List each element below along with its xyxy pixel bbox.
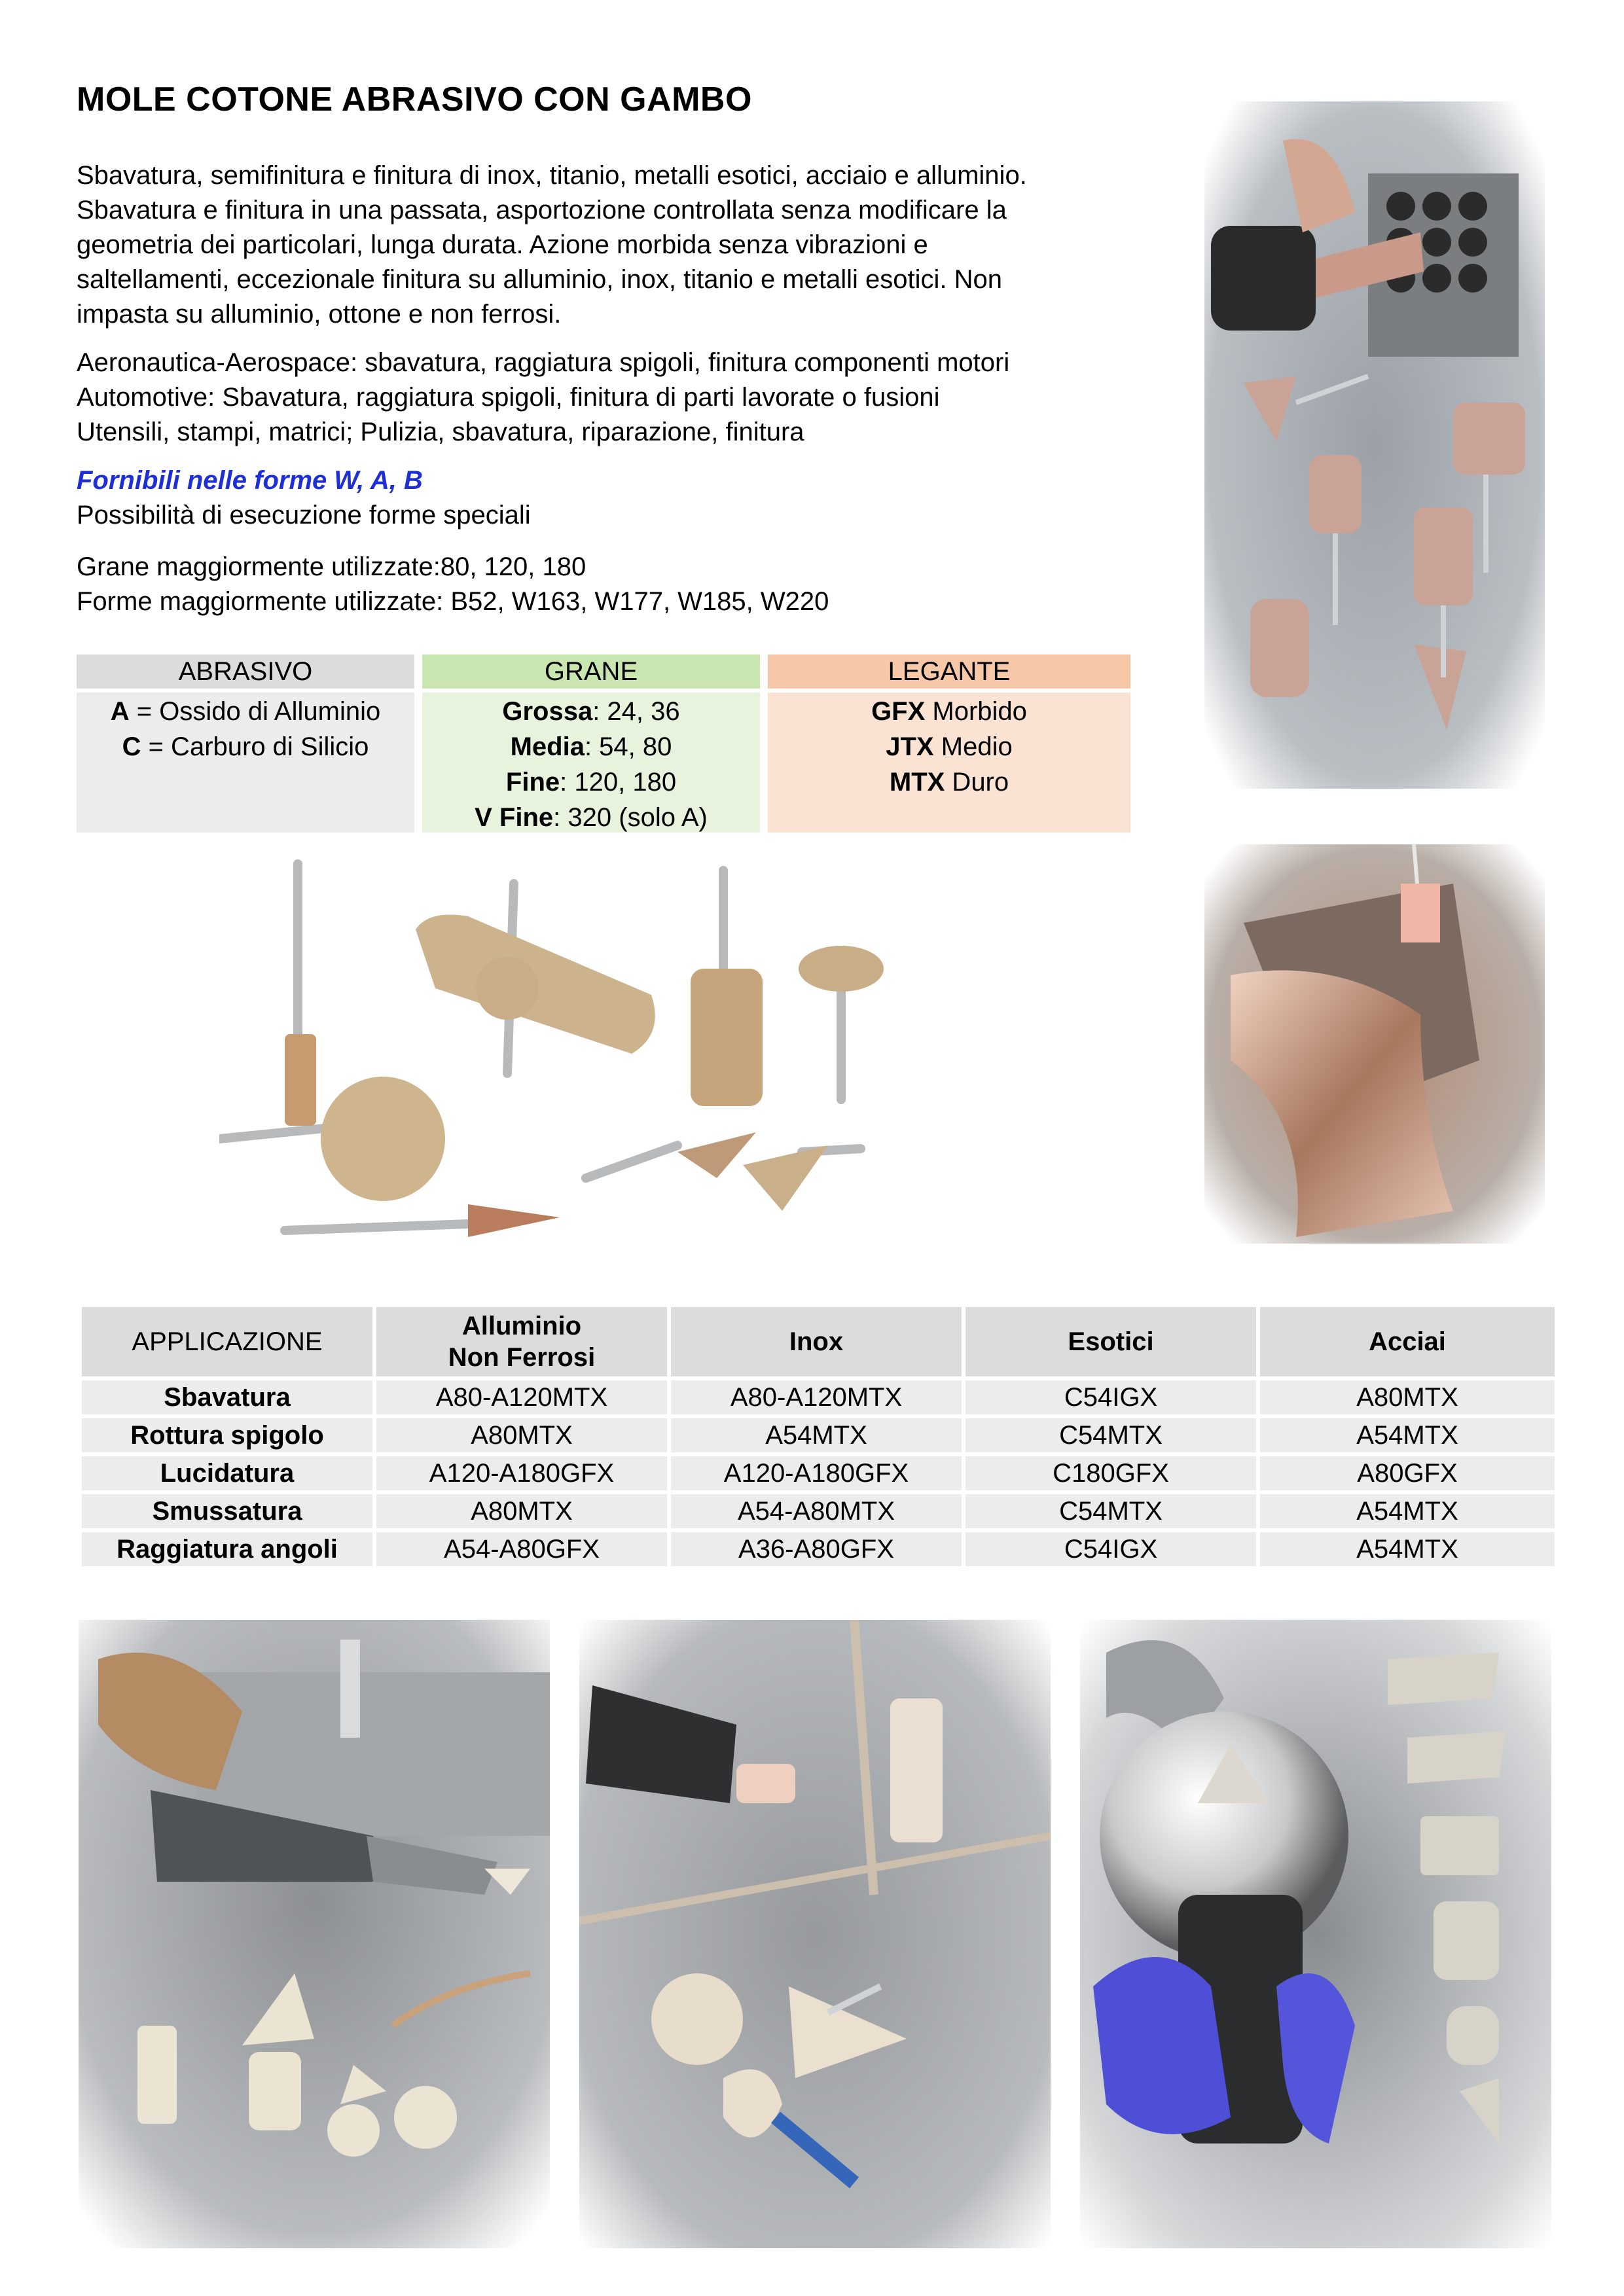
grane-row: Media: 54, 80 — [510, 732, 672, 761]
application-name-cell: Smussatura — [82, 1494, 372, 1528]
application-name-cell: Sbavatura — [82, 1380, 372, 1414]
legante-column — [768, 655, 1130, 833]
product-code-cell: A120-A180GFX — [671, 1456, 962, 1490]
forms-title: Fornibili nelle forme W, A, B — [77, 466, 423, 495]
grane-row: Fine: 120, 180 — [505, 768, 677, 797]
legante-header: LEGANTE — [768, 655, 1130, 689]
grains-used: Grane maggiormente utilizzate:80, 120, 180 — [77, 552, 586, 581]
sector-line: Automotive: Sbavatura, raggiatura spigoli, finitura di parti lavorate o fusioni — [77, 383, 940, 412]
application-photo-glove — [1080, 1620, 1551, 2248]
abrasivo-body — [77, 692, 414, 833]
product-code-cell: C54MTX — [965, 1494, 1256, 1528]
legante-row: GFX Morbido — [871, 697, 1027, 726]
product-photo-assortment — [219, 838, 1038, 1283]
spec-table — [77, 655, 1130, 833]
grane-header: GRANE — [422, 655, 760, 689]
legante-row: MTX Duro — [889, 768, 1009, 797]
description-line: Sbavatura e finitura in una passata, asportozione controllata senza modificare la — [77, 196, 1007, 224]
application-name-cell: Lucidatura — [82, 1456, 372, 1490]
forms-subtitle: Possibilità di esecuzione forme speciali — [77, 501, 531, 529]
usage-info — [77, 550, 1163, 619]
page-title: MOLE COTONE ABRASIVO CON GAMBO — [77, 81, 752, 118]
description — [77, 158, 1163, 332]
header-cell: APPLICAZIONE — [82, 1307, 372, 1376]
sector-line: Aeronautica-Aerospace: sbavatura, raggiatura spigoli, finitura componenti motori — [77, 348, 1010, 377]
table-row — [82, 1380, 1555, 1414]
product-code-cell: A80MTX — [376, 1494, 667, 1528]
table-row — [82, 1532, 1555, 1566]
description-line: saltellamenti, eccezionale finitura su alluminio, inox, titanio e metalli esotici. Non — [77, 265, 1003, 294]
application-photo-sink — [79, 1620, 550, 2248]
grane-row: V Fine: 320 (solo A) — [475, 803, 708, 832]
abrasivo-header: ABRASIVO — [77, 655, 414, 689]
abrasivo-column — [77, 655, 414, 833]
table-header-row — [82, 1307, 1555, 1376]
product-code-cell: A54MTX — [1260, 1532, 1555, 1566]
product-code-cell: C54MTX — [965, 1418, 1256, 1452]
sector-line: Utensili, stampi, matrici; Pulizia, sbavatura, riparazione, finitura — [77, 418, 804, 446]
header-cell: Esotici — [965, 1307, 1256, 1376]
product-code-cell: A36-A80GFX — [671, 1532, 962, 1566]
application-name-cell: Rottura spigolo — [82, 1418, 372, 1452]
abrasivo-row: A = Ossido di Alluminio — [110, 697, 381, 726]
product-code-cell: A54-A80GFX — [376, 1532, 667, 1566]
forms-used: Forme maggiormente utilizzate: B52, W163, W177, W185, W220 — [77, 587, 829, 616]
product-photo-finishing — [1204, 844, 1545, 1244]
description-line: geometria dei particolari, lunga durata. Azione morbida senza vibrazioni e — [77, 230, 928, 259]
application-photo-weld — [579, 1620, 1051, 2248]
description-line: impasta su alluminio, ottone e non ferrosi. — [77, 300, 562, 329]
product-code-cell: A80GFX — [1260, 1456, 1555, 1490]
table-row — [82, 1456, 1555, 1490]
product-photo-tools — [1204, 101, 1545, 789]
product-code-cell: A54-A80MTX — [671, 1494, 962, 1528]
header-cell: Acciai — [1260, 1307, 1555, 1376]
product-code-cell: C54IGX — [965, 1532, 1256, 1566]
grane-column — [422, 655, 760, 833]
product-code-cell: A54MTX — [671, 1418, 962, 1452]
product-code-cell: A120-A180GFX — [376, 1456, 667, 1490]
product-code-cell: A80MTX — [376, 1418, 667, 1452]
legante-body — [768, 692, 1130, 833]
abrasivo-row: C = Carburo di Silicio — [122, 732, 369, 761]
header-cell: Inox — [671, 1307, 962, 1376]
product-code-cell: A54MTX — [1260, 1418, 1555, 1452]
description-line: Sbavatura, semifinitura e finitura di inox, titanio, metalli esotici, acciaio e alluminio. — [77, 161, 1027, 190]
sectors-list — [77, 346, 1163, 450]
product-code-cell: A54MTX — [1260, 1494, 1555, 1528]
table-row — [82, 1418, 1555, 1452]
product-code-cell: A80-A120MTX — [671, 1380, 962, 1414]
grane-row: Grossa: 24, 36 — [502, 697, 680, 726]
header-cell: Alluminio Non Ferrosi — [376, 1307, 667, 1376]
application-name-cell: Raggiatura angoli — [82, 1532, 372, 1566]
product-code-cell: A80-A120MTX — [376, 1380, 667, 1414]
product-code-cell: C54IGX — [965, 1380, 1256, 1414]
grane-body — [422, 692, 760, 833]
product-code-cell: C180GFX — [965, 1456, 1256, 1490]
table-row — [82, 1494, 1555, 1528]
product-code-cell: A80MTX — [1260, 1380, 1555, 1414]
legante-row: JTX Medio — [886, 732, 1013, 761]
